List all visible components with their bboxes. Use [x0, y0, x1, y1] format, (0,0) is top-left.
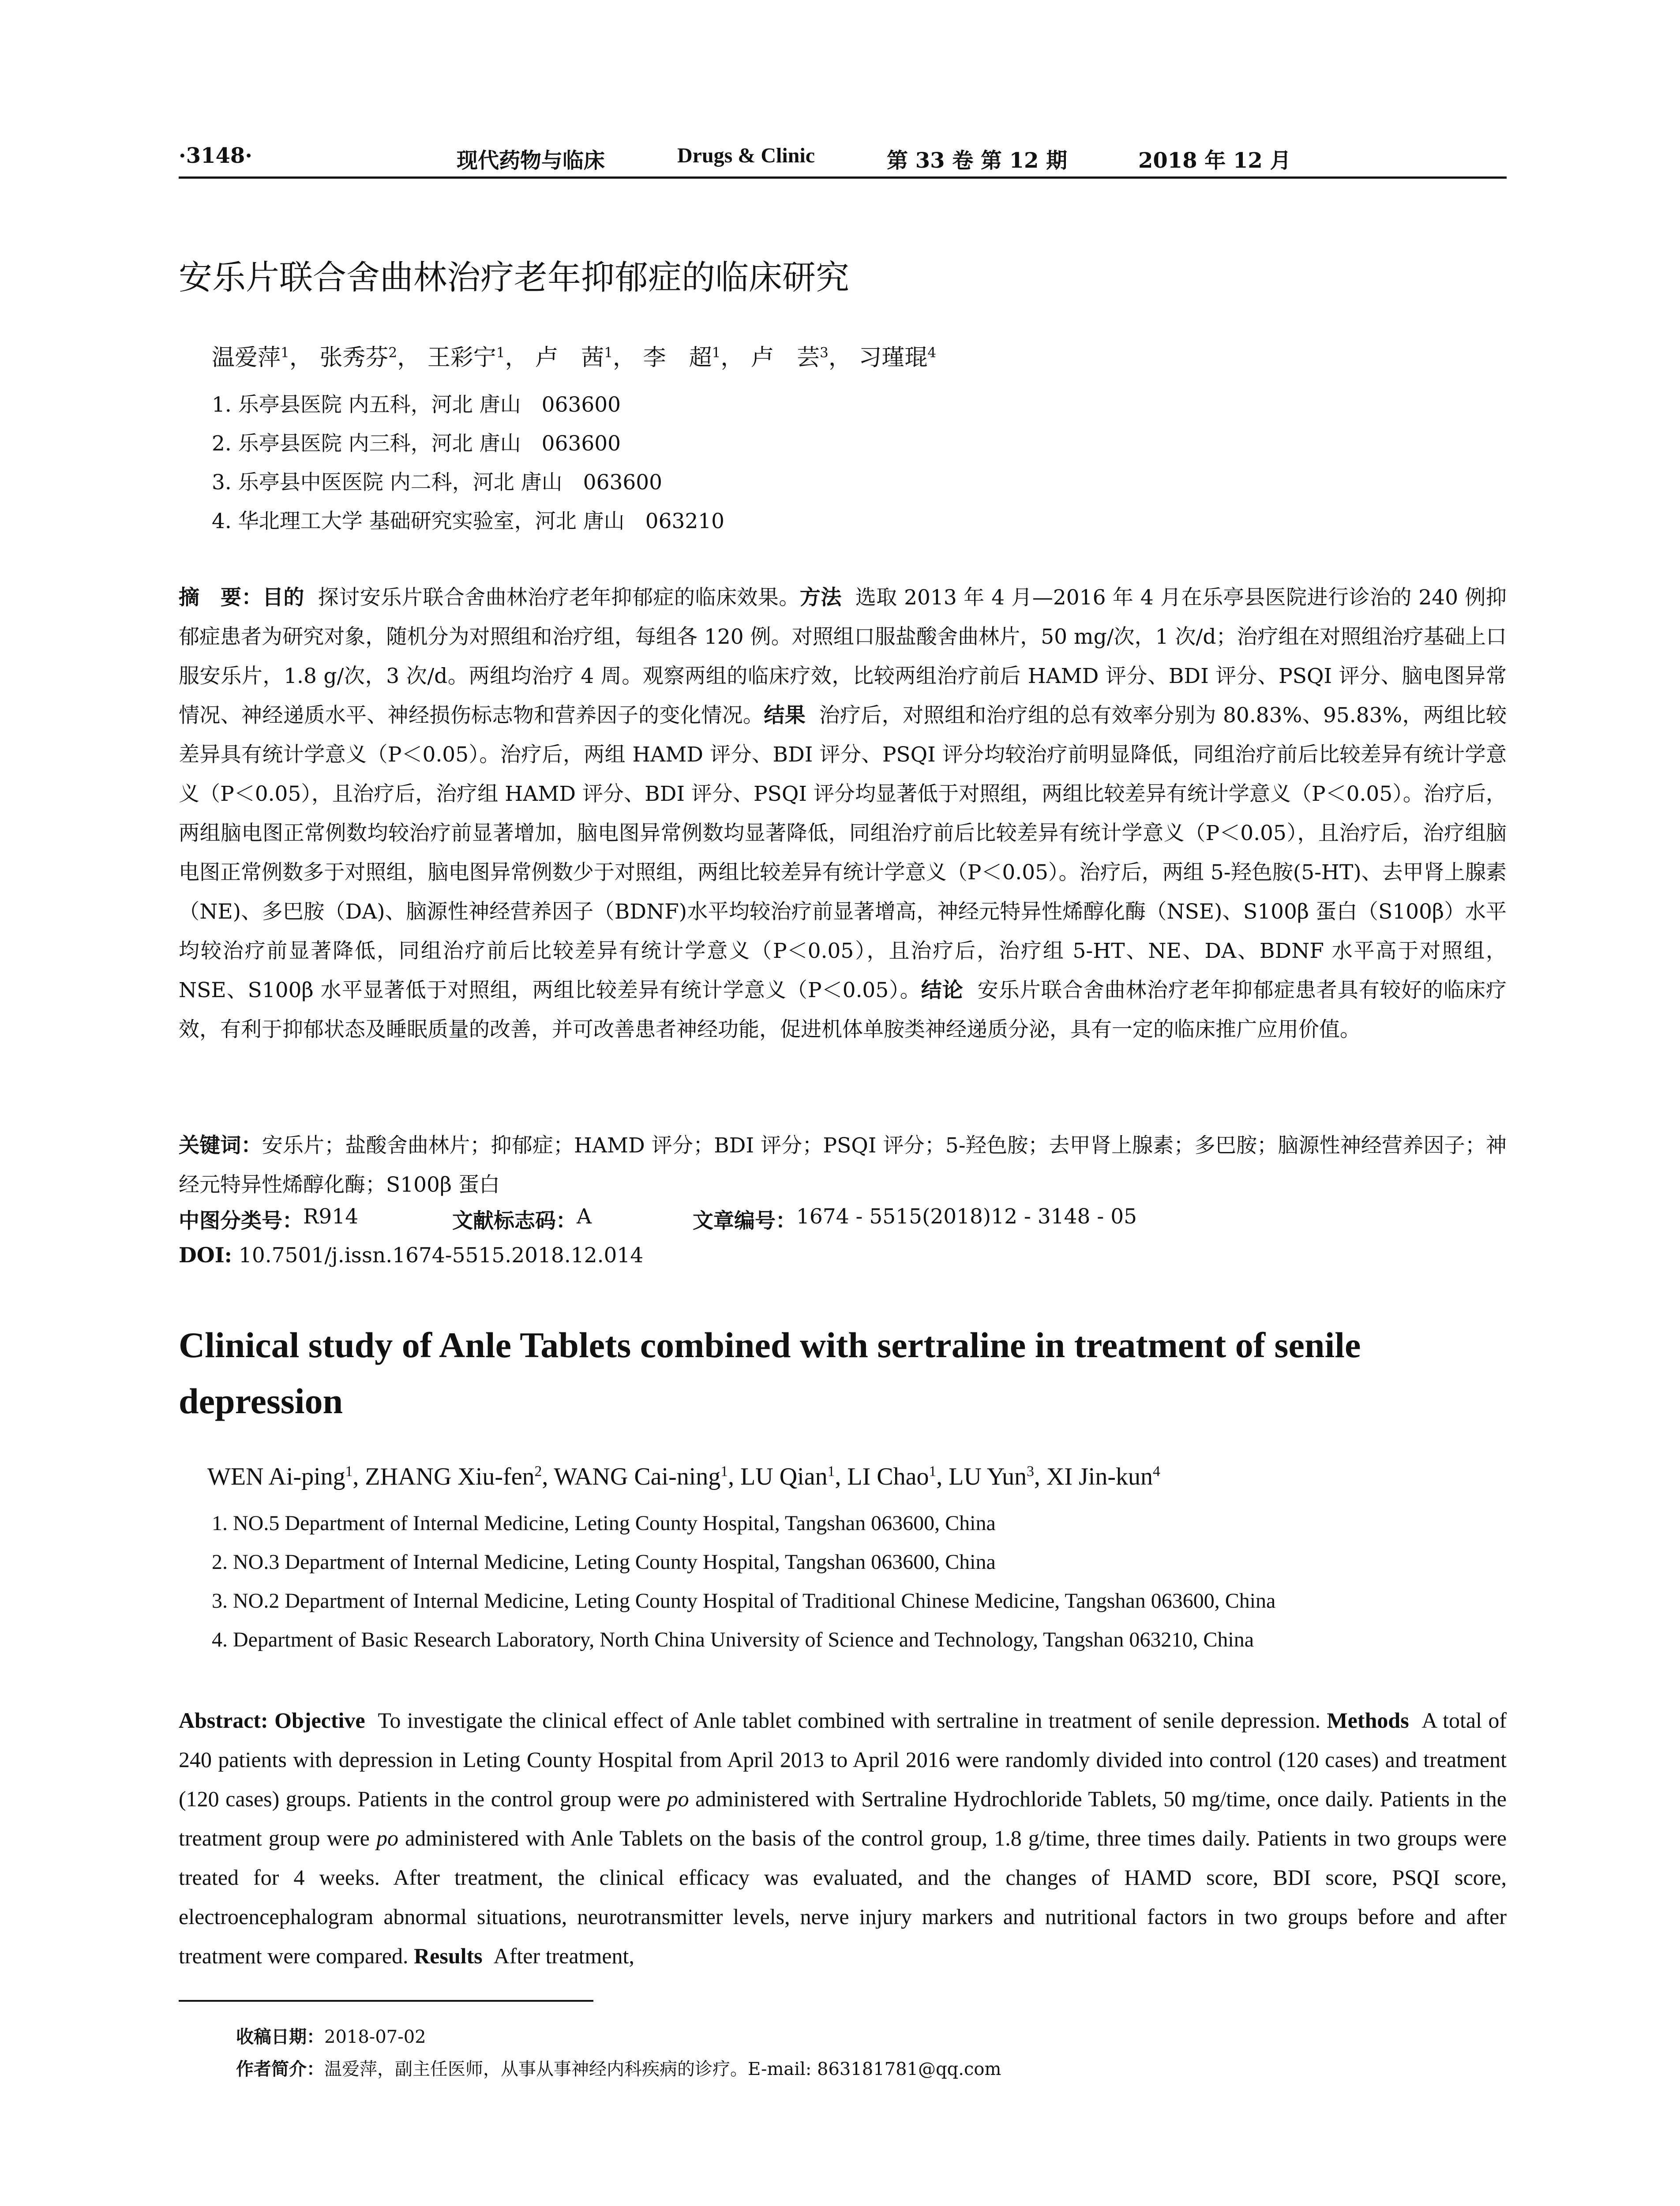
author-name: 王彩宁 [427, 345, 496, 371]
po-term: po [667, 1786, 689, 1811]
title-en: Clinical study of Anle Tablets combined with sertraline in treatment of senile depression [179, 1325, 1361, 1421]
author-aff-mark: 1 [604, 345, 613, 361]
doi-link[interactable]: 10.7501/j.issn.1674-5515.2018.12.014 [232, 1243, 644, 1268]
title-cn: 安乐片联合舍曲林治疗老年抑郁症的临床研究 [179, 258, 849, 297]
author-aff-mark: 2 [388, 345, 398, 361]
author-aff-mark: 3 [819, 345, 829, 361]
received-label: 收稿日期： [236, 2026, 324, 2047]
affiliation-cn: 3. 乐亭县中医医院 内二科，河北 唐山 063600 [212, 470, 663, 495]
doc-code-value: A [577, 1204, 592, 1229]
author-bio-text: 温爱萍，副主任医师，从事从事神经内科疾病的诊疗。E-mail: 863181781@qq.com [324, 2059, 1001, 2079]
author-aff-mark: 1 [929, 1463, 937, 1480]
abstract-label: 摘 要： [179, 585, 262, 610]
author-aff-mark: 1 [720, 1463, 728, 1480]
author-aff-mark: 1 [496, 345, 505, 361]
objective-label: 目的 [262, 585, 304, 610]
methods-text: administered with Anle Tablets on the basis of the control group, 1.8 g/time, three times daily. Patients in two groups were treated for 4 weeks. After treatment, the clinical efficacy was evaluated, and the changes of HAMD score, BDI score, PSQI score, electroencephalogram abnormal situations, neurotransmitter levels, nerve injury markers and nutritional factors in two groups before and after treatment were compared. [179, 1826, 1507, 1968]
affiliation-cn: 4. 华北理工大学 基础研究实验室，河北 唐山 063210 [212, 509, 725, 533]
doi-line [179, 1243, 643, 1268]
author-name: 温爱萍 [212, 345, 281, 371]
methods-label: Methods [1327, 1708, 1409, 1733]
results-label: Results [414, 1943, 483, 1968]
keywords-label: 关键词： [179, 1133, 262, 1158]
affiliation-cn: 2. 乐亭县医院 内三科，河北 唐山 063600 [212, 431, 621, 456]
author-list-en: WEN Ai-ping$^1$, ZHANG Xiu-fen$^2$, WANG Cai-ning$^1$, LU Qian$^1$, LI Chao$^1$, LU Yun$^3$, XI Jin-kun$^4$ [207, 1463, 1160, 1490]
po-term: po [376, 1826, 398, 1850]
author-name: 李 超 [643, 345, 712, 371]
journal-name-en: Drugs & Clinic [677, 144, 815, 167]
author-name: XI Jin-kun [1046, 1463, 1153, 1490]
author-aff-mark: 1 [281, 345, 289, 361]
author-bio [236, 2055, 1001, 2080]
author-name: 习瑾琨 [859, 345, 928, 371]
volume-issue: 第 33 卷 第 12 期 [887, 148, 1068, 173]
author-bio-label: 作者简介： [236, 2059, 324, 2079]
author-aff-mark: 1 [345, 1463, 353, 1480]
author-list-cn: 温爱萍$^1$， 张秀芬$^2$， 王彩宁$^1$， 卢 茜$^1$， 李 超$^1$， 卢 芸$^3$， 习瑾琨$^4$ [212, 345, 937, 371]
footnote-rule [179, 2000, 593, 2002]
author-name: WANG Cai-ning [554, 1463, 721, 1490]
objective-label: Objective [274, 1708, 365, 1733]
author-aff-mark: 1 [827, 1463, 835, 1480]
received-value: 2018-07-02 [324, 2027, 426, 2047]
abstract-en [179, 1701, 1507, 1976]
abstract-label: Abstract: [179, 1708, 268, 1733]
conclusion-label: 结论 [921, 978, 964, 1002]
running-header [179, 143, 1507, 178]
keywords-cn [179, 1126, 1507, 1204]
page-number: ·3148· [179, 143, 253, 168]
article-no-value: 1674 - 5515(2018)12 - 3148 - 05 [796, 1204, 1137, 1229]
author-name: 张秀芬 [319, 345, 389, 371]
methods-label: 方法 [799, 585, 842, 610]
objective-text: 探讨安乐片联合舍曲林治疗老年抑郁症的临床效果。 [318, 585, 800, 610]
keywords-text: 安乐片；盐酸舍曲林片；抑郁症；HAMD 评分；BDI 评分；PSQI 评分；5-羟色胺；去甲肾上腺素；多巴胺；脑源性神经营养因子；神经元特异性烯醇化酶；S100β 蛋白 [179, 1133, 1507, 1197]
affiliation-cn: 1. 乐亭县医院 内五科，河北 唐山 063600 [212, 393, 621, 417]
author-name: 卢 芸 [750, 345, 820, 371]
results-text: 治疗后，对照组和治疗组的总有效率分别为 80.83%、95.83%，两组比较差异具有统计学意义（P＜0.05）。治疗后，两组 HAMD 评分、BDI 评分、PSQI 评分均较治疗前明显降低，同组治疗前后比较差异有统计学意义（P＜0.05），且治疗后，治疗组 HAMD 评分、BDI 评分、PSQI 评分均显著低于对照组，两组比较差异有统计学意义（P＜0.05）。治疗后，两组脑电图正常例数均较治疗前显著增加，脑电图异常例数均显著降低，同组治疗前后比较差异有统计学意义（P＜0.05），且治疗后，治疗组脑电图正常例数多于对照组，脑电图异常例数少于对照组，两组比较差异有统计学意义（P＜0.05）。治疗后，两组 5-羟色胺(5-HT)、去甲肾上腺素（NE)、多巴胺（DA)、脑源性神经营养因子（BDNF)水平均较治疗前显著增高，神经元特异性烯醇化酶（NSE)、S100β 蛋白（S100β）水平均较治疗前显著降低，同组治疗前后比较差异有统计学意义（P＜0.05），且治疗后，治疗组 5-HT、NE、DA、BDNF 水平高于对照组，NSE、S100β 水平显著低于对照组，两组比较差异有统计学意义（P＜0.05）。 [179, 703, 1507, 1002]
methods-text: administered with Sertraline Hydrochloride Tablets, 50 mg/time, once daily. Patients in the treatment group were [179, 1786, 1507, 1850]
author-name: 卢 茜 [535, 345, 604, 371]
affiliation-en: 4. Department of Basic Research Laboratory, North China University of Science and Technology, Tangshan 063210, China [212, 1628, 1254, 1651]
classification-row [179, 1204, 1507, 1244]
author-aff-mark: 3 [1027, 1463, 1034, 1480]
abstract-cn [179, 578, 1507, 1049]
clc-label: 中图分类号： [179, 1209, 303, 1233]
objective-text: To investigate the clinical effect of Anle tablet combined with sertraline in treatment of senile depression. [378, 1708, 1321, 1733]
affiliation-en: 3. NO.2 Department of Internal Medicine, Leting County Hospital of Traditional Chinese Medicine, Tangshan 063600, China [212, 1589, 1276, 1613]
author-name: LU Qian [740, 1463, 828, 1490]
doi-label: DOI: [179, 1243, 232, 1268]
author-aff-mark: 1 [712, 345, 721, 361]
author-name: LU Yun [949, 1463, 1027, 1490]
received-date [236, 2023, 426, 2048]
doc-code-label: 文献标志码： [452, 1209, 577, 1233]
affiliation-en: 2. NO.3 Department of Internal Medicine, Leting County Hospital, Tangshan 063600, China [212, 1550, 996, 1574]
clc-value: R914 [303, 1204, 359, 1229]
author-aff-mark: 4 [1152, 1463, 1160, 1480]
article-no-label: 文章编号： [693, 1209, 796, 1233]
author-aff-mark: 2 [534, 1463, 542, 1480]
author-name: LI Chao [847, 1463, 929, 1490]
author-name: WEN Ai-ping [207, 1463, 345, 1490]
issue-date: 2018 年 12 月 [1138, 148, 1291, 173]
header-rule [179, 176, 1507, 179]
author-name: ZHANG Xiu-fen [365, 1463, 535, 1490]
affiliation-en: 1. NO.5 Department of Internal Medicine, Leting County Hospital, Tangshan 063600, China [212, 1512, 996, 1535]
author-aff-mark: 4 [927, 345, 937, 361]
results-text: After treatment, [493, 1943, 634, 1968]
journal-name-cn: 现代药物与临床 [457, 148, 605, 173]
methods-text: A total of 240 patients with depression in Leting County Hospital from April 2013 to April 2016 were randomly divided into control (120 cases) and treatment (120 cases) groups. Patients in the control group were [179, 1708, 1507, 1811]
methods-text: 选取 2013 年 4 月—2016 年 4 月在乐亭县医院进行诊治的 240 例抑郁症患者为研究对象，随机分为对照组和治疗组，每组各 120 例。对照组口服盐酸舍曲林片，50 mg/次，1 次/d；治疗组在对照组治疗基础上口服安乐片，1.8 g/次，3 次/d。两组均治疗 4 周。观察两组的临床疗效，比较两组治疗前后 HAMD 评分、BDI 评分、PSQI 评分、脑电图异常情况、神经递质水平、神经损伤标志物和营养因子的变化情况。 [179, 585, 1507, 728]
results-label: 结果 [764, 703, 806, 728]
conclusion-text: 安乐片联合舍曲林治疗老年抑郁症患者具有较好的临床疗效，有利于抑郁状态及睡眠质量的改善，并可改善患者神经功能，促进机体单胺类神经递质分泌，具有一定的临床推广应用价值。 [179, 978, 1507, 1042]
